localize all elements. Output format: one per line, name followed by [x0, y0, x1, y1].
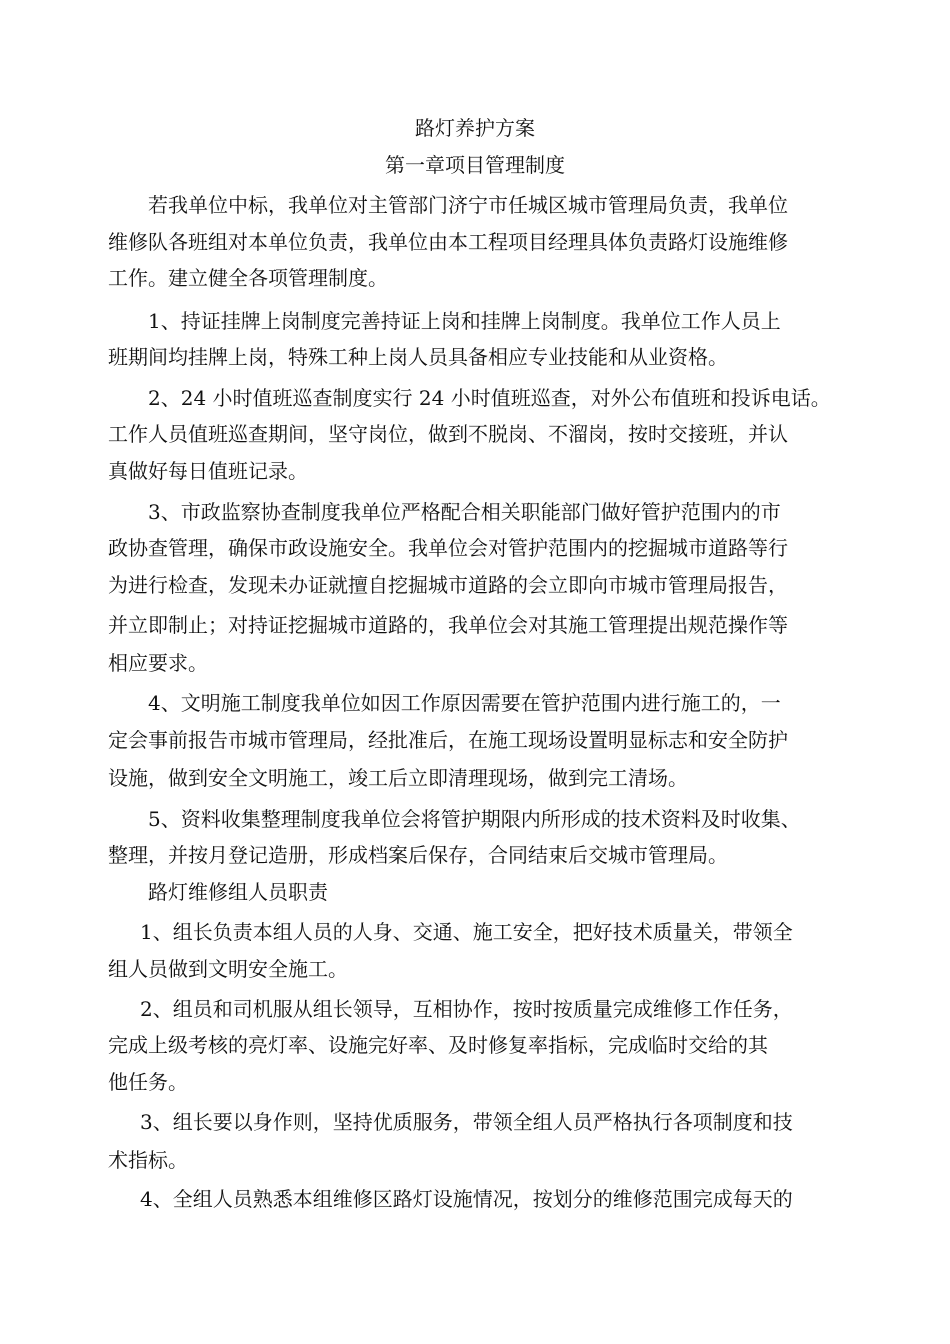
- chapter-title: 第一章项目管理制度: [385, 153, 565, 177]
- text-line: 真做好每日值班记录。: [108, 459, 308, 483]
- document-title: 路灯养护方案: [415, 116, 535, 140]
- text-line: 若我单位中标，我单位对主管部门济宁市任城区城市管理局负责，我单位: [148, 193, 788, 217]
- text-line: 组人员做到文明安全施工。: [108, 957, 348, 981]
- text-line: 1、持证挂牌上岗制度完善持证上岗和挂牌上岗制度。我单位工作人员上: [148, 309, 781, 333]
- text-line: 1、组长负责本组人员的人身、交通、施工安全，把好技术质量关，带领全: [140, 920, 793, 944]
- text-line: 相应要求。: [108, 651, 208, 675]
- text-line: 2、24 小时值班巡查制度实行 24 小时值班巡查，对外公布值班和投诉电话。: [148, 386, 831, 410]
- text-line: 术指标。: [108, 1148, 188, 1172]
- text-line: 他任务。: [108, 1070, 188, 1094]
- section-heading: 路灯维修组人员职责: [148, 880, 328, 904]
- text-line: 设施，做到安全文明施工，竣工后立即清理现场，做到完工清场。: [108, 766, 688, 790]
- text-line: 整理，并按月登记造册，形成档案后保存，合同结束后交城市管理局。: [108, 843, 728, 867]
- text-line: 并立即制止；对持证挖掘城市道路的，我单位会对其施工管理提出规范操作等: [108, 613, 788, 637]
- text-line: 政协查管理，确保市政设施安全。我单位会对管护范围内的挖掘城市道路等行: [108, 536, 788, 560]
- text-line: 完成上级考核的亮灯率、设施完好率、及时修复率指标，完成临时交给的其: [108, 1033, 768, 1057]
- text-line: 5、资料收集整理制度我单位会将管护期限内所形成的技术资料及时收集、: [148, 807, 801, 831]
- text-line: 4、全组人员熟悉本组维修区路灯设施情况，按划分的维修范围完成每天的: [140, 1187, 793, 1211]
- text-line: 班期间均挂牌上岗，特殊工种上岗人员具备相应专业技能和从业资格。: [108, 345, 728, 369]
- text-line: 定会事前报告市城市管理局，经批准后，在施工现场设置明显标志和安全防护: [108, 728, 788, 752]
- text-line: 工作人员值班巡查期间，坚守岗位，做到不脱岗、不溜岗，按时交接班，并认: [108, 422, 788, 446]
- text-line: 2、组员和司机服从组长领导，互相协作，按时按质量完成维修工作任务，: [140, 997, 793, 1021]
- text-line: 为进行检查，发现未办证就擅自挖掘城市道路的会立即向市城市管理局报告，: [108, 573, 788, 597]
- text-line: 维修队各班组对本单位负责，我单位由本工程项目经理具体负责路灯设施维修: [108, 230, 788, 254]
- text-line: 3、市政监察协查制度我单位严格配合相关职能部门做好管护范围内的市: [148, 500, 781, 524]
- text-line: 4、文明施工制度我单位如因工作原因需要在管护范围内进行施工的，一: [148, 691, 781, 715]
- text-line: 工作。建立健全各项管理制度。: [108, 266, 388, 290]
- text-line: 3、组长要以身作则，坚持优质服务，带领全组人员严格执行各项制度和技: [140, 1110, 793, 1134]
